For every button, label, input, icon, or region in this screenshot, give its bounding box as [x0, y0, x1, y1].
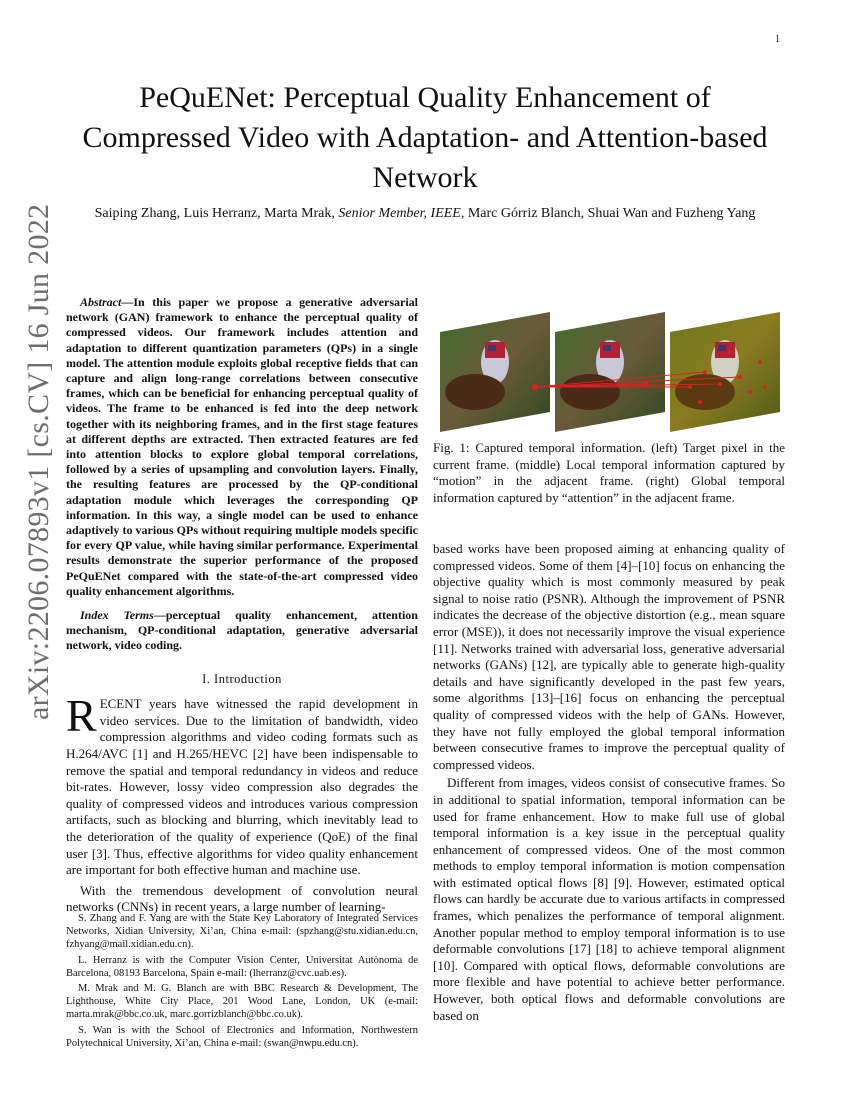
- frame-middle: [555, 312, 665, 432]
- figure-1-image: [440, 292, 785, 432]
- intro-p1-text: ECENT years have witnessed the rapid development in video services. Due to the limitation of bandwidth, video compression algorithms and video coding formats such as H.264/AVC [1] and H.265/HEVC [2] have been indispensable to remove the spatial and temporal redundancy in videos and reduce bit-rates. However, lossy video compression also degrades the quality of compressed videos and introduces various compression artifacts, such as blocking and blurring, which inevitably lead to the deterioration of the quality of experience (QoE) of the final user [3]. Thus, effective algorithms for video quality enhancement are important for both effective human and machine use.: [66, 696, 418, 878]
- abstract-text: —In this paper we propose a generative adversarial network (GAN) framework to enhance the perceptual quality of compressed videos. Our framework includes attention and adaptation to different quantization parameters (QPs) in a single model. The attention module exploits global receptive fields that can capture and align long-range correlations between consecutive frames, which can be beneficial for enhancing perceptual quality of videos. The frame to be enhanced is fed into the deep network together with its neighboring frames, and in the first stage features at different depths are extracted. Then extracted features are fed into attention blocks to explore global temporal correlations, followed by a series of upsampling and convolution layers. Finally, the resulting features are processed by the QP-conditional adaptation module which leverages the corresponding QP information. In this way, a single model can be used to enhance adaptively to various QPs without requiring multiple models specific for every QP value, while having similar performance. Experimental results demonstrate the superior performance of the proposed PeQuENet compared with the state-of-the-art compressed video quality enhancement algorithms.: [66, 295, 418, 598]
- author-role: Senior Member, IEEE,: [338, 206, 465, 221]
- footnote: S. Wan is with the School of Electronics and Information, Northwestern Polytechnical University, Xi’an, China e-mail: (swan@nwpu.edu.cn).: [66, 1024, 418, 1049]
- intro-paragraph-2: With the tremendous development of convolution neural networks (CNNs) in recent years, a large number of learning-: [66, 882, 418, 915]
- figure-1-caption: Fig. 1: Captured temporal information. (left) Target pixel in the current frame. (middle) Local temporal information captured by “motion” in the adjacent frame. (right) Global temporal information captured by “attention” in the adjacent frame.: [433, 440, 785, 505]
- right-column: [433, 541, 785, 1024]
- page-number: 1: [775, 34, 780, 45]
- frame-left: [440, 312, 550, 432]
- abstract-label: Abstract: [80, 295, 122, 309]
- drop-cap: R: [66, 690, 97, 742]
- footnote: M. Mrak and M. G. Blanch are with BBC Research & Development, The Lighthouse, White City Place, 201 Wood Lane, London, UK (e-mail: marta.mrak@bbc.co.uk, marc.gorrizblanch@bbc.co.uk).: [66, 983, 418, 1021]
- abstract: [66, 295, 418, 599]
- left-column: [66, 295, 418, 916]
- footnotes: [66, 912, 418, 1052]
- intro-paragraph-1: [66, 690, 418, 879]
- footnote: L. Herranz is with the Computer Vision Center, Universitat Autònoma de Barcelona, 08193 Barcelona, Spain e-mail: (lherranz@cvc.uab.es).: [66, 954, 418, 979]
- right-paragraph-1: based works have been proposed aiming at enhancing quality of compressed videos. Some of them [4]–[10] focus on enhancing the objective quality which is most commonly measured by peak signal to noise ratio (PSNR). Although the improvement of PSNR indicates the decrease of the objective distortion (e.g., mean square error (MSE)), it does not necessarily improve the visual experience [11]. Networks trained with adversarial loss, generative adversarial networks (GANs) [12], are typically able to generate high-quality details and have significantly developed in the past few years, some algorithms [13]–[16] focus on enhancing the perceptual quality of compressed videos with the help of GANs. However, they have not fully employed the global temporal information between consecutive frames to improve the perceptual quality of compressed videos.: [433, 541, 785, 772]
- index-terms-text: —perceptual quality enhancement, attention mechanism, QP-conditional adaptation, generative adversarial network, video coding.: [66, 608, 418, 653]
- author-list: [70, 204, 780, 223]
- index-terms-label: Index Terms: [80, 608, 154, 623]
- paper-title: PeQuENet: Perceptual Quality Enhancement of Compressed Video with Adaptation- and Attention-based Network: [82, 81, 768, 194]
- arxiv-stamp: arXiv:2206.07893v1 [cs.CV] 16 Jun 2022: [22, 203, 55, 720]
- authors-part1: Saiping Zhang, Luis Herranz, Marta Mrak,: [94, 206, 339, 221]
- footnote: S. Zhang and F. Yang are with the State Key Laboratory of Integrated Services Networks, Xidian University, Xi’an, China e-mail: (spzhang@stu.xidian.edu.cn, fzhyang@mail.xidian.edu.cn).: [66, 913, 418, 951]
- frame-right: [670, 312, 780, 432]
- section-heading: I. Introduction: [202, 671, 282, 686]
- index-terms: [66, 608, 418, 654]
- authors-part2: Marc Górriz Blanch, Shuai Wan and Fuzheng Yang: [464, 206, 756, 221]
- right-paragraph-2: Different from images, videos consist of consecutive frames. So in additional to spatial information, temporal information can be used for frame enhancement. How to make full use of global temporal information is a key issue in the perceptual quality enhancement of compressed videos. One of the most common methods to employ temporal information is motion compensation with estimated optical flows [8] [9]. However, estimated optical flows can hardly be accurate due to various artifacts in compressed frames, which penalizes the performance of temporal alignment. Another popular method to employ temporal information is to use deformable convolutions [17] [18] to achieve temporal alignment [10]. Compared with optical flows, deformable convolutions are more flexible and have potential to achieve better performance. However, both optical flows and deformable convolutions are based on: [433, 775, 785, 1023]
